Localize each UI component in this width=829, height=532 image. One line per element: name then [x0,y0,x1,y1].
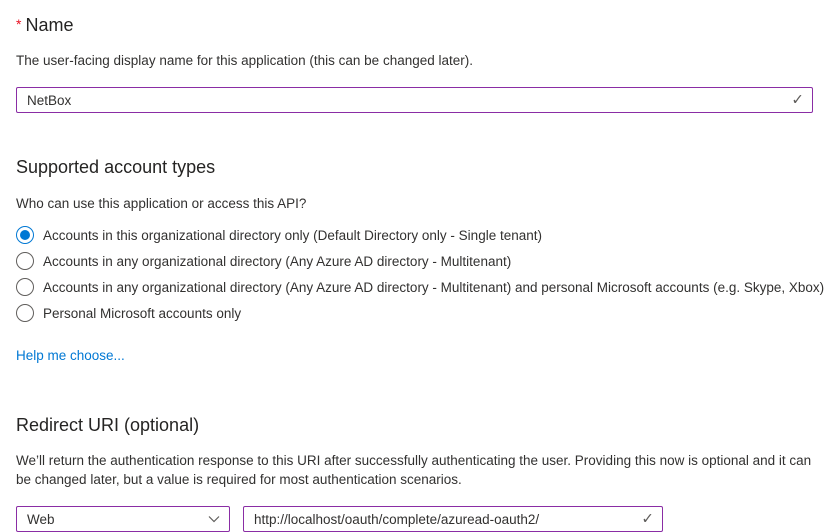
name-field-wrap [16,87,813,113]
redirect-uri-field-wrap [243,506,663,532]
platform-select[interactable] [16,506,230,532]
radio-option-personal-only[interactable] [16,300,813,326]
redirect-uri-row [16,506,813,532]
account-types-question: Who can use this application or access this API? [16,196,307,211]
help-me-choose-link[interactable]: Help me choose... [16,348,125,363]
radio-option-label: Accounts in any organizational directory (Any Azure AD directory - Multitenant) [43,253,512,269]
required-marker: * [16,16,22,32]
redirect-uri-description: We’ll return the authentication response to this URI after successfully authenticating the user. Providing this now is optional and it can be changed later, but a value is required for most authentication scenarios. [16,453,812,487]
radio-option-label: Accounts in any organizational directory (Any Azure AD directory - Multitenant) and personal Microsoft accounts (e.g. Skype, Xbox) [43,279,825,295]
radio-icon[interactable] [16,252,34,270]
radio-option-single-tenant[interactable] [16,222,813,248]
name-title-text: Name [25,15,74,35]
radio-icon[interactable] [16,304,34,322]
redirect-uri-input[interactable] [243,506,663,532]
checkmark-icon: ✓ [791,91,804,109]
radio-icon[interactable] [16,278,34,296]
name-description: The user-facing display name for this application (this can be changed later). [16,53,473,68]
radio-icon[interactable] [16,226,34,244]
radio-option-multitenant-personal[interactable] [16,274,825,300]
account-types-section [16,155,825,365]
radio-option-multitenant[interactable] [16,248,813,274]
redirect-uri-section [16,413,813,532]
account-types-radio-group [16,222,825,326]
radio-option-label: Accounts in this organizational directory only (Default Directory only - Single tenant) [43,227,542,243]
checkmark-icon: ✓ [641,510,654,528]
radio-option-label: Personal Microsoft accounts only [43,305,242,321]
redirect-uri-title: Redirect URI (optional) [16,415,200,435]
chevron-down-icon [208,515,220,523]
account-types-title: Supported account types [16,157,216,177]
name-section-title [16,12,813,37]
platform-select-value: Web [27,511,55,527]
name-input[interactable] [16,87,813,113]
